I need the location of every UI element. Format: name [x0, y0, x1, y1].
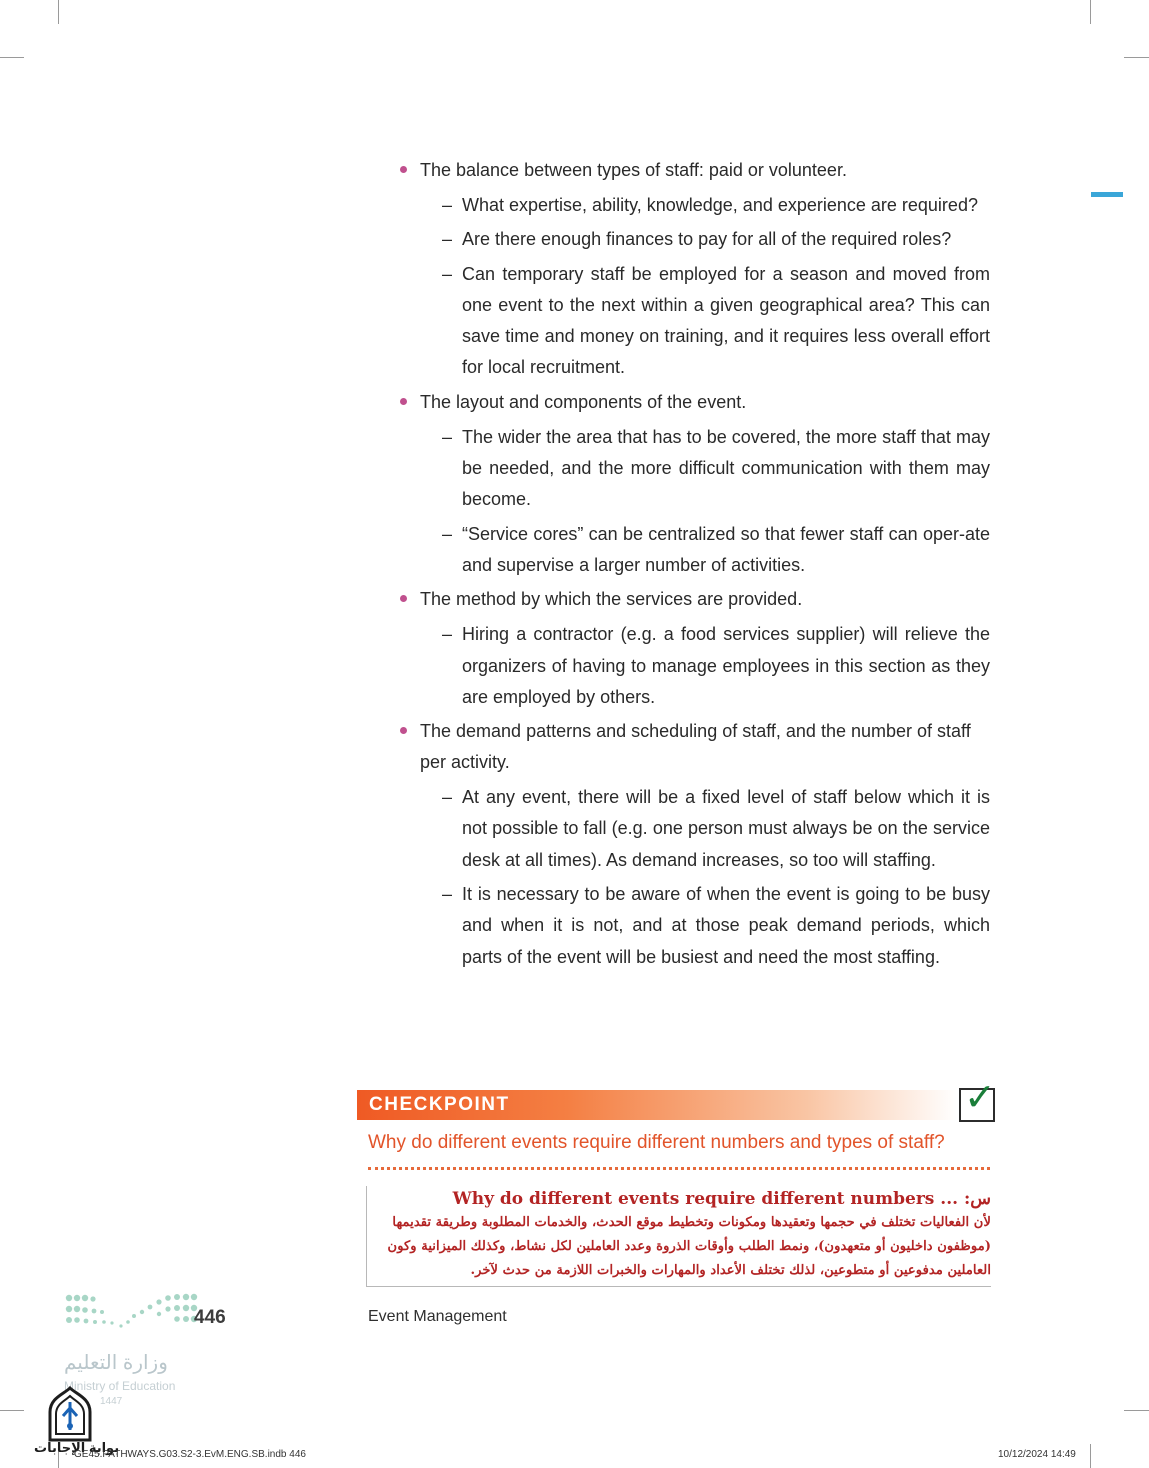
file-slug: GE45.PATHWAYS.G03.S2-3.EvM.ENG.SB.indb 446 [74, 1449, 306, 1460]
checkpoint-header [357, 1090, 957, 1120]
sub-item: – It is necessary to be aware of when the event is going to be busy and when it is not, and at those peak demand periods, which parts of the event will be busiest and need the most staffing. [462, 879, 990, 973]
answer-prefix: س: [963, 1189, 991, 1209]
mosque-badge-icon [46, 1386, 94, 1442]
crop-mark [0, 57, 24, 58]
answer-question-en: Why do different events require different numbers ... [452, 1189, 959, 1209]
sub-item: – The wider the area that has to be covered, the more staff that may be needed, and the more difficult communication with them may become. [462, 422, 990, 516]
bullet-item: The layout and components of the event. [400, 387, 990, 418]
crop-mark [0, 1410, 24, 1411]
crop-mark [1090, 1444, 1091, 1468]
bullet-item: The balance between types of staff: paid or volunteer. [400, 155, 990, 186]
ministry-year: 1447 [100, 1396, 123, 1407]
check-mark-icon: ✓ [964, 1077, 996, 1119]
main-content [400, 155, 990, 976]
answer-line: لأن الفعاليات تختلف في حجمها وتعقيدها ومكونات وتخطيط موقع الحدث، والخدمات المطلوبة وطريقة تقديمها [392, 1215, 991, 1230]
ministry-logo-dots-icon [64, 1292, 199, 1336]
answer-area [366, 1186, 991, 1287]
page-number: 446 [194, 1307, 226, 1328]
side-tab-marker [1091, 192, 1123, 197]
book-title: Event Management [368, 1308, 507, 1325]
answer-question-line [453, 1189, 991, 1209]
sub-item: – What expertise, ability, knowledge, and experience are required? [462, 190, 990, 221]
answer-line: (موظفون داخليون أو متعهدون)، ونمط الطلب وأوقات الذروة وعدد العاملين لكل نشاط، وكذلك الميزانية وكون [387, 1239, 991, 1254]
site-name: بوابة الإجابات [34, 1440, 120, 1455]
checkpoint-title: CHECKPOINT [369, 1094, 510, 1115]
bullet-item: The method by which the services are provided. [400, 584, 990, 615]
bullet-item: The demand patterns and scheduling of staff, and the number of staff per activity. [400, 716, 990, 778]
answer-line: العاملين مدفوعين أو متطوعين، لذلك تختلف الأعداد والمهارات والخبرات اللازمة من حدث لآخر. [470, 1263, 991, 1278]
crop-mark [58, 0, 59, 24]
crop-mark [1124, 57, 1149, 58]
checkpoint-question: Why do different events require different numbers and types of staff? [368, 1132, 945, 1153]
dotted-answer-line [368, 1167, 990, 1170]
checkbox-tick-icon [959, 1077, 996, 1122]
ministry-name-en: Ministry of Education [64, 1379, 176, 1393]
sub-item: – Are there enough finances to pay for all of the required roles? [462, 224, 990, 255]
file-date: 10/12/2024 14:49 [998, 1449, 1076, 1460]
sub-item: – At any event, there will be a fixed level of staff below which it is not possible to fall (e.g. one person must always be on the service desk at all times). As demand increases, so too will staffing. [462, 782, 990, 876]
crop-mark [1090, 0, 1091, 24]
sub-item: – Hiring a contractor (e.g. a food services supplier) will relieve the organizers of having to manage employees in this section as they are employed by others. [462, 619, 990, 713]
ministry-name-ar: وزارة التعليم [64, 1352, 168, 1374]
crop-mark [1124, 1410, 1149, 1411]
sub-item: – Can temporary staff be employed for a season and moved from one event to the next within a given geographical area? This can save time and money on training, and it requires less overall effort for local recruitment. [462, 259, 990, 384]
sub-item: – “Service cores” can be centralized so that fewer staff can oper-ate and supervise a larger number of activities. [462, 519, 990, 582]
